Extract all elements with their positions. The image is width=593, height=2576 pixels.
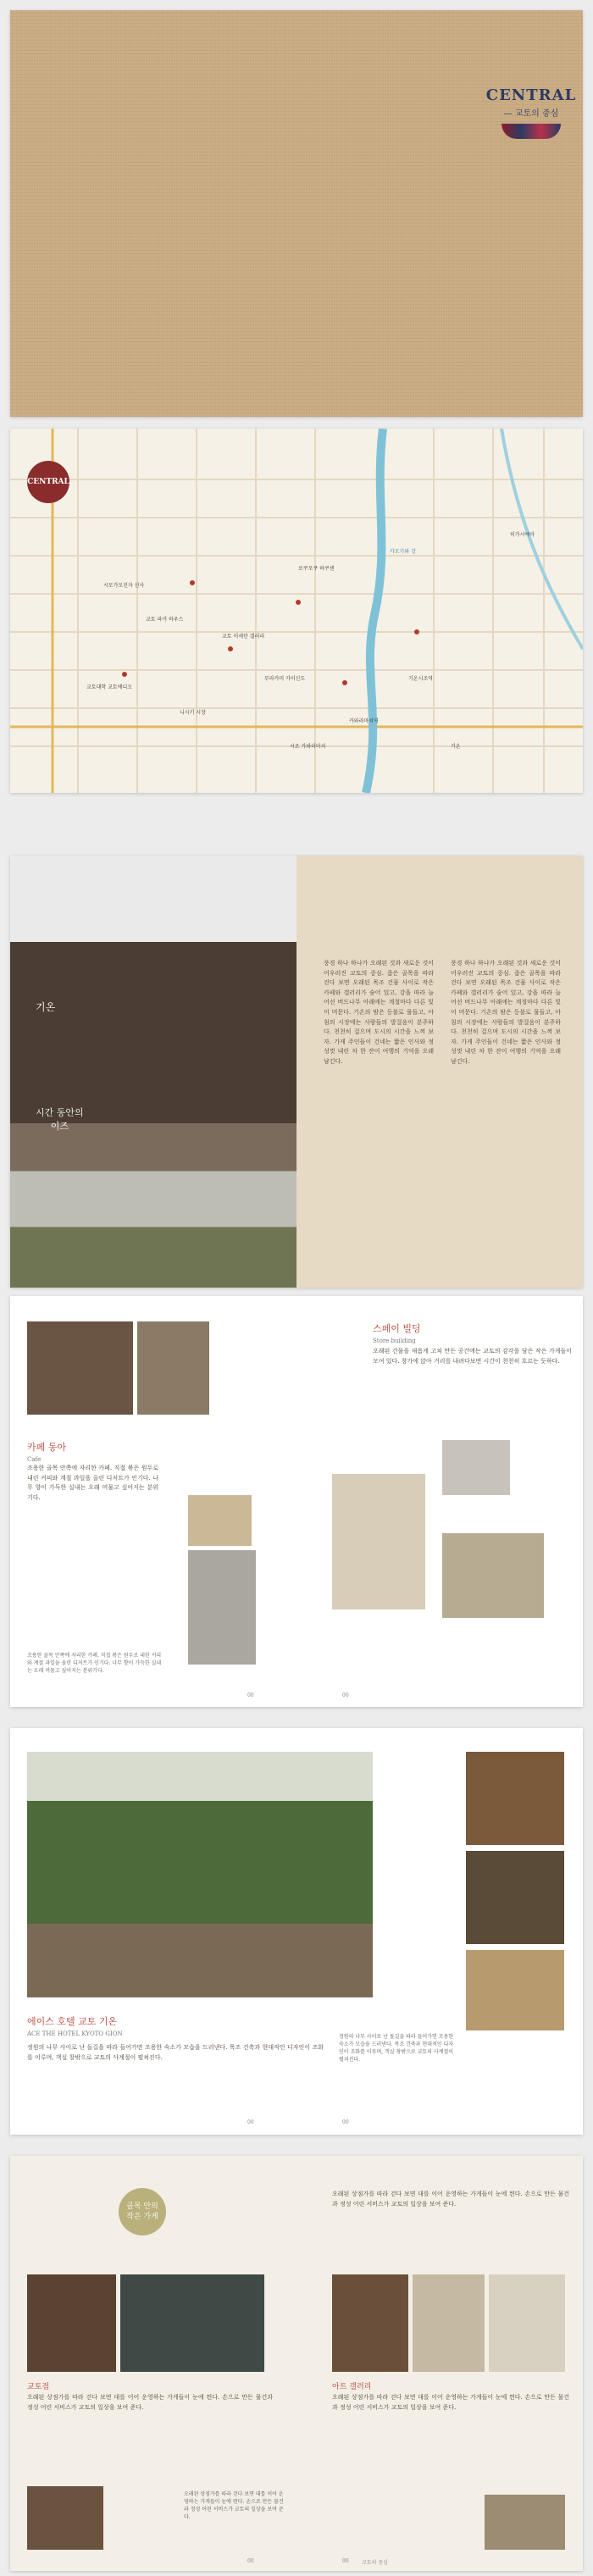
heading-sub: ACE THE HOTEL KYOTO GION [27,2030,123,2037]
section-heading: 아트 갤러리 [332,2383,372,2391]
heading-text: 카페 동아 [27,1442,67,1453]
photo-caption: 오래된 상점가를 따라 걷다 보면 대를 이어 운영하는 가게들이 눈에 띈다. 손으로 만든 물건과 정성 어린 서비스가 교토의 일상을 보여 준다. [184,2491,284,2520]
area-map [10,429,583,793]
heading-text: 에이스 호텔 교토 기온 [27,2016,118,2027]
gion-street-photo [10,856,296,1288]
gallery-photo [332,2274,408,2372]
article-body: 풍경 하나 하나가 오래된 것과 새로운 것이 어우러진 교토의 중심. 좁은 골목을 따라 걷다 보면 오래된 목조 건물 사이로 작은 카페와 갤러리가 숨어 있고, 강을 따라 늘어선 버드나무 아래에는 계절마다 다른 빛이 머문다. 기온의 밤은 등불로 물들고, 아침의 시장에는 사람들의 발걸음이 분주하다. 천천히 걸으며 도시의 시간을 느껴 보자. 가게 주인들이 건네는 짧은 인사와 정성껏 내린 차 한 잔이 여행의 기억을 오래 남긴다. [324,960,434,1065]
heading-text: 스페이 빌딩 [373,1323,421,1334]
storefront-photo [188,1550,256,1665]
page-number: 00 [342,1692,349,1698]
display-photo [442,1533,544,1618]
article-body: 오래된 건물을 새롭게 고쳐 만든 공간에는 교토의 감각을 담은 작은 가게들이 모여 있다. 창가에 앉아 거리를 내려다보면 시간이 천천히 흐르는 듯하다. [373,1348,572,1365]
page-number: 00 [342,2558,349,2564]
map-label: 시모가모진자 신사 [103,583,145,589]
cover-emblem [502,124,561,139]
page-number: 00 [247,1692,254,1698]
shop-photo [27,2486,103,2550]
map-label: 카모가와 강 [390,549,416,555]
article-body: 풍경 하나 하나가 오래된 것과 새로운 것이 어우러진 교토의 중심. 좁은 골목을 따라 걷다 보면 오래된 목조 건물 사이로 작은 카페와 갤러리가 숨어 있고, 강을 따라 늘어선 버드나무 아래에는 계절마다 다른 빛이 머문다. 기온의 밤은 등불로 물들고, 아침의 시장에는 사람들의 발걸음이 분주하다. 천천히 걸으며 도시의 시간을 느껴 보자. 가게 주인들이 건네는 짧은 인사와 정성껏 내린 차 한 잔이 여행의 기억을 오래 남긴다. [451,960,561,1065]
bar-photo [466,1851,564,1944]
section-badge [119,2188,166,2235]
page-number: 00 [342,2119,349,2125]
interior-photo [27,1321,133,1415]
section-heading [373,1321,421,1344]
page-number: 00 [247,2558,254,2564]
article-body: 오래된 상점가를 따라 걷다 보면 대를 이어 운영하는 가게들이 눈에 띈다. 손으로 만든 물건과 정성 어린 서비스가 교토의 일상을 보여 준다. [332,2191,569,2208]
lantern-photo [466,1752,564,1845]
text-column [296,856,583,1288]
cover-subtitle: — 교토의 중심 [503,109,559,119]
heading-sub: Cafe [27,1456,42,1463]
food-photo [188,1495,252,1546]
room-photo [466,1950,564,2030]
article-body: 조용한 골목 안쪽에 자리한 카페. 직접 볶은 원두로 내린 커피와 계절 과일을 올린 디저트가 인기다. 나무 향이 가득한 실내는 오래 머물고 싶어지는 분위기다. [27,1465,158,1501]
map-label: 무라카미 카이신도 [264,676,306,682]
article-body: 오래된 상점가를 따라 걷다 보면 대를 이어 운영하는 가게들이 눈에 띈다. 손으로 만든 물건과 정성 어린 서비스가 교토의 일상을 보여 준다. [27,2394,273,2411]
map-label: 기온시조역 [408,676,433,682]
map-label: 로쿠모쿠 하쿠센 [298,566,335,572]
badge-text: 골목 안의 작은 가게 [126,2202,158,2221]
shop-photo [485,2495,565,2550]
section-heading: 교토점 [27,2383,50,2391]
photo-caption: 조용한 골목 안쪽에 자리한 카페. 직접 볶은 원두로 내린 커피와 계절 과일을 올린 디저트가 인기다. 나무 향이 가득한 실내는 오래 머물고 싶어지는 분위기다. [27,1653,162,1674]
gion-spread [10,856,583,1288]
map-label: 기온 [451,744,461,750]
hotel-garden-photo [27,1752,373,1997]
hotel-spread [10,1728,583,2135]
section-heading [27,1440,66,1463]
map-label: 카와라마치역 [349,718,379,724]
map-label: 교토 이세탄 갤러리 [222,634,265,640]
shops-spread [10,2156,583,2571]
map-label: 니시키 시장 [180,710,206,716]
gallery-photo [413,2274,485,2372]
map-label: 교토대학 교토에디오 [86,684,133,690]
map-badge: CENTRAL [27,461,69,503]
map-label: 교토 파커 하우스 [146,617,184,623]
photo-label: 시간 동안의 이즈 [36,1107,84,1132]
gallery-photo [489,2274,565,2372]
footer-label: 교토의 중심 [362,2560,388,2566]
shop-spread [10,1296,583,1707]
shop-photo [27,2274,116,2372]
article-body: 정원의 나무 사이로 난 돌길을 따라 들어가면 조용한 숙소가 모습을 드러낸다. 목조 건축과 현대적인 디자인이 조화를 이루며, 객실 창밖으로 교토의 사계절이 펼쳐진다. [27,2044,324,2061]
room-photo [332,1474,425,1609]
map-spread [10,429,583,793]
photo-label: 기온 [36,1001,56,1013]
photo-caption: 정원의 나무 사이로 난 돌길을 따라 들어가면 조용한 숙소가 모습을 드러낸다. 목조 건축과 현대적인 디자인이 조화를 이루며, 객실 창밖으로 교토의 사계절이 펼쳐진다. [339,2034,454,2063]
section-heading [27,2014,123,2037]
page-number: 00 [247,2119,254,2125]
interior-photo [137,1321,209,1415]
article-body: 오래된 상점가를 따라 걷다 보면 대를 이어 운영하는 가게들이 눈에 띈다. 손으로 만든 물건과 정성 어린 서비스가 교토의 일상을 보여 준다. [332,2394,569,2411]
shop-photo [120,2274,264,2372]
cover-spread [10,10,583,417]
map-label: 히가시야마 [510,532,535,538]
cover-title: CENTRAL [485,86,577,104]
building-photo [442,1440,510,1495]
heading-sub: Store building [373,1338,416,1344]
cover-title-block [485,86,578,139]
map-label: 시조 카와라마치 [290,744,326,750]
